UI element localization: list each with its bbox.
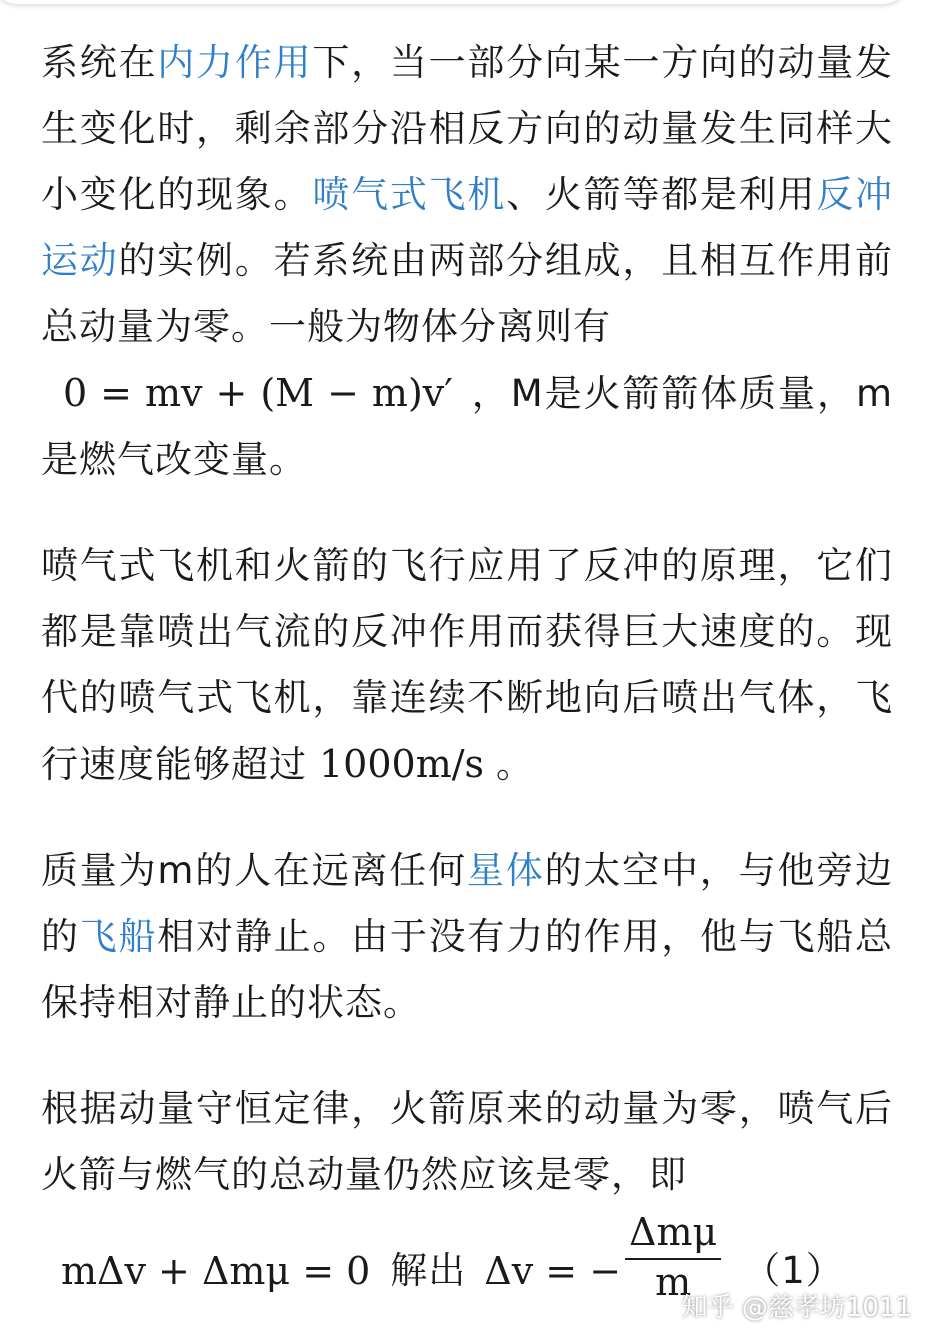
text: 喷气式飞机和火箭的飞行应用了反冲的原理，它们都是靠喷出气流的反冲作用而获得巨大速度的。现代的喷气式飞机，靠连续不断地向后喷出气体，飞行速度能够超过 <box>41 544 893 786</box>
text: 下，当一部分向某一方向的动量发生变化时，剩余部分沿相反方向的动量发生同样大小变化的现象。 <box>41 41 894 216</box>
link-celestial-body[interactable]: 星体 <box>466 849 545 892</box>
formula-delta-v: Δv = − <box>484 1249 622 1293</box>
text: 。 <box>496 743 535 786</box>
fraction-denominator: m <box>655 1260 692 1304</box>
fraction-numerator: Δmμ <box>625 1210 721 1260</box>
previous-card-edge <box>0 0 910 4</box>
formula-conservation: mΔv + Δmμ = 0 <box>61 1249 371 1293</box>
paragraph-conservation <box>41 1076 893 1304</box>
text-solve: 解出 <box>390 1249 467 1292</box>
text: 根据动量守恒定律，火箭原来的动量为零，喷气后火箭与燃气的总动量仍然应该是零，即 <box>41 1087 893 1196</box>
link-jet-aircraft[interactable]: 喷气式飞机 <box>312 173 507 216</box>
link-internal-force[interactable]: 内力作用 <box>157 41 313 84</box>
paragraph-recoil-definition <box>41 30 893 493</box>
formula-momentum: 0 = mv + (M − m)v′ <box>63 371 453 415</box>
equation-number: （1） <box>743 1249 844 1292</box>
text: 相对静止。由于没有力的作用，他与飞船总保持相对静止的状态。 <box>41 915 894 1024</box>
text: 、火箭等都是利用 <box>506 173 817 216</box>
link-spaceship[interactable]: 飞船 <box>79 915 158 958</box>
text: ，M是火箭箭体质量，m是燃气改变量。 <box>41 372 893 481</box>
paragraph-astronaut <box>41 838 893 1036</box>
formula-speed: 1000m/s <box>319 742 485 786</box>
link-recoil-motion[interactable]: 反冲运动 <box>41 173 894 282</box>
text: 的实例。若系统由两部分组成，且相互作用前总动量为零。一般为物体分离则有 <box>41 239 894 348</box>
text: 的太空中，与他旁边的 <box>41 849 894 958</box>
paragraph-jet-principle <box>41 533 893 798</box>
text: 系统在 <box>41 41 158 84</box>
zhihu-watermark: 知乎 @慈孝坊1011 <box>681 1293 912 1323</box>
text: 质量为m的人在远离任何 <box>41 849 467 892</box>
article-content <box>41 30 893 1304</box>
